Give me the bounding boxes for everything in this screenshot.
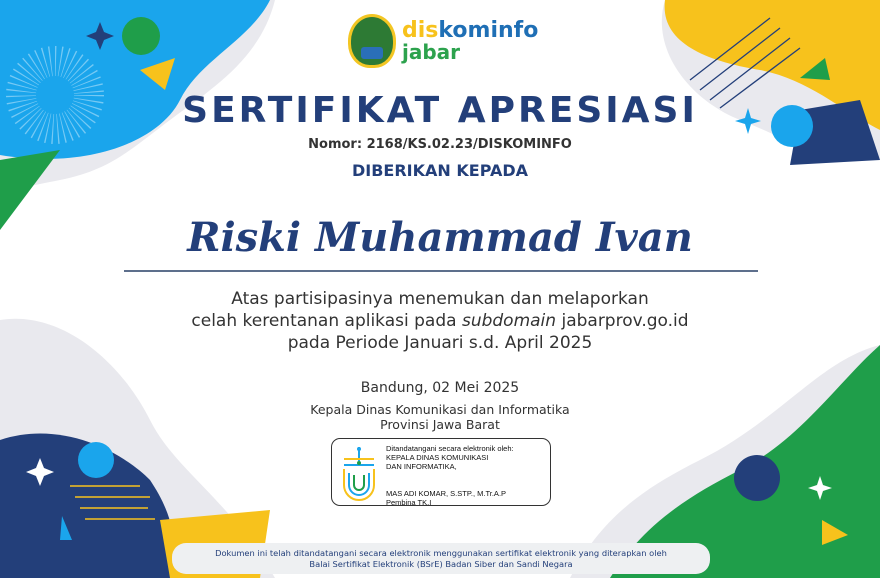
signature-text: Ditandatangani secara elektronik oleh: <box>386 444 514 453</box>
certificate-number: Nomor: 2168/KS.02.23/DISKOMINFO <box>308 137 572 152</box>
signer-office <box>0 402 880 432</box>
footer-line: Balai Sertifikat Elektronik (BSrE) Badan Siber dan Sandi Negara <box>309 558 573 569</box>
description-line: Atas partisipasinya menemukan dan melaporkan <box>231 289 649 309</box>
signer-rank: Pembina TK.I <box>386 498 432 507</box>
given-to-label: DIBERIKAN KEPADA <box>351 161 528 180</box>
office-line: Provinsi Jawa Barat <box>380 417 500 432</box>
logo-text: dis <box>402 18 439 43</box>
place-date: Bandung, 02 Mei 2025 <box>360 380 520 396</box>
description-line <box>0 310 880 332</box>
description-italic: subdomain <box>461 311 557 331</box>
description-text: celah kerentanan aplikasi pada <box>191 311 462 331</box>
signer-name: MAS ADI KOMAR, S.STP., M.Tr.A.P <box>386 489 507 498</box>
logo-text: jabar <box>402 40 461 64</box>
office-line: Kepala Dinas Komunikasi dan Informatika <box>310 402 570 417</box>
signature-text: DAN INFORMATIKA, <box>386 462 457 471</box>
bsre-signature-icon <box>340 445 378 501</box>
electronic-signature-box <box>331 438 551 506</box>
footer-line: Dokumen ini telah ditandatangani secara elektronik menggunakan sertifikat elektronik yang diterapkan oleh <box>215 548 667 558</box>
name-underline <box>124 270 758 272</box>
signature-text: KEPALA DINAS KOMUNIKASI <box>386 453 489 462</box>
description-line: pada Periode Januari s.d. April 2025 <box>287 333 593 353</box>
logo-text: kominfo <box>438 18 539 43</box>
certificate-title: SERTIFIKAT APRESIASI <box>182 90 698 131</box>
footer-notice <box>172 543 710 574</box>
diskominfo-logo <box>348 14 538 68</box>
certificate-description <box>0 288 880 354</box>
description-text: jabarprov.go.id <box>556 311 689 331</box>
recipient-name: Riski Muhammad Ivan <box>187 214 693 261</box>
jawa-barat-seal-icon <box>348 14 396 68</box>
